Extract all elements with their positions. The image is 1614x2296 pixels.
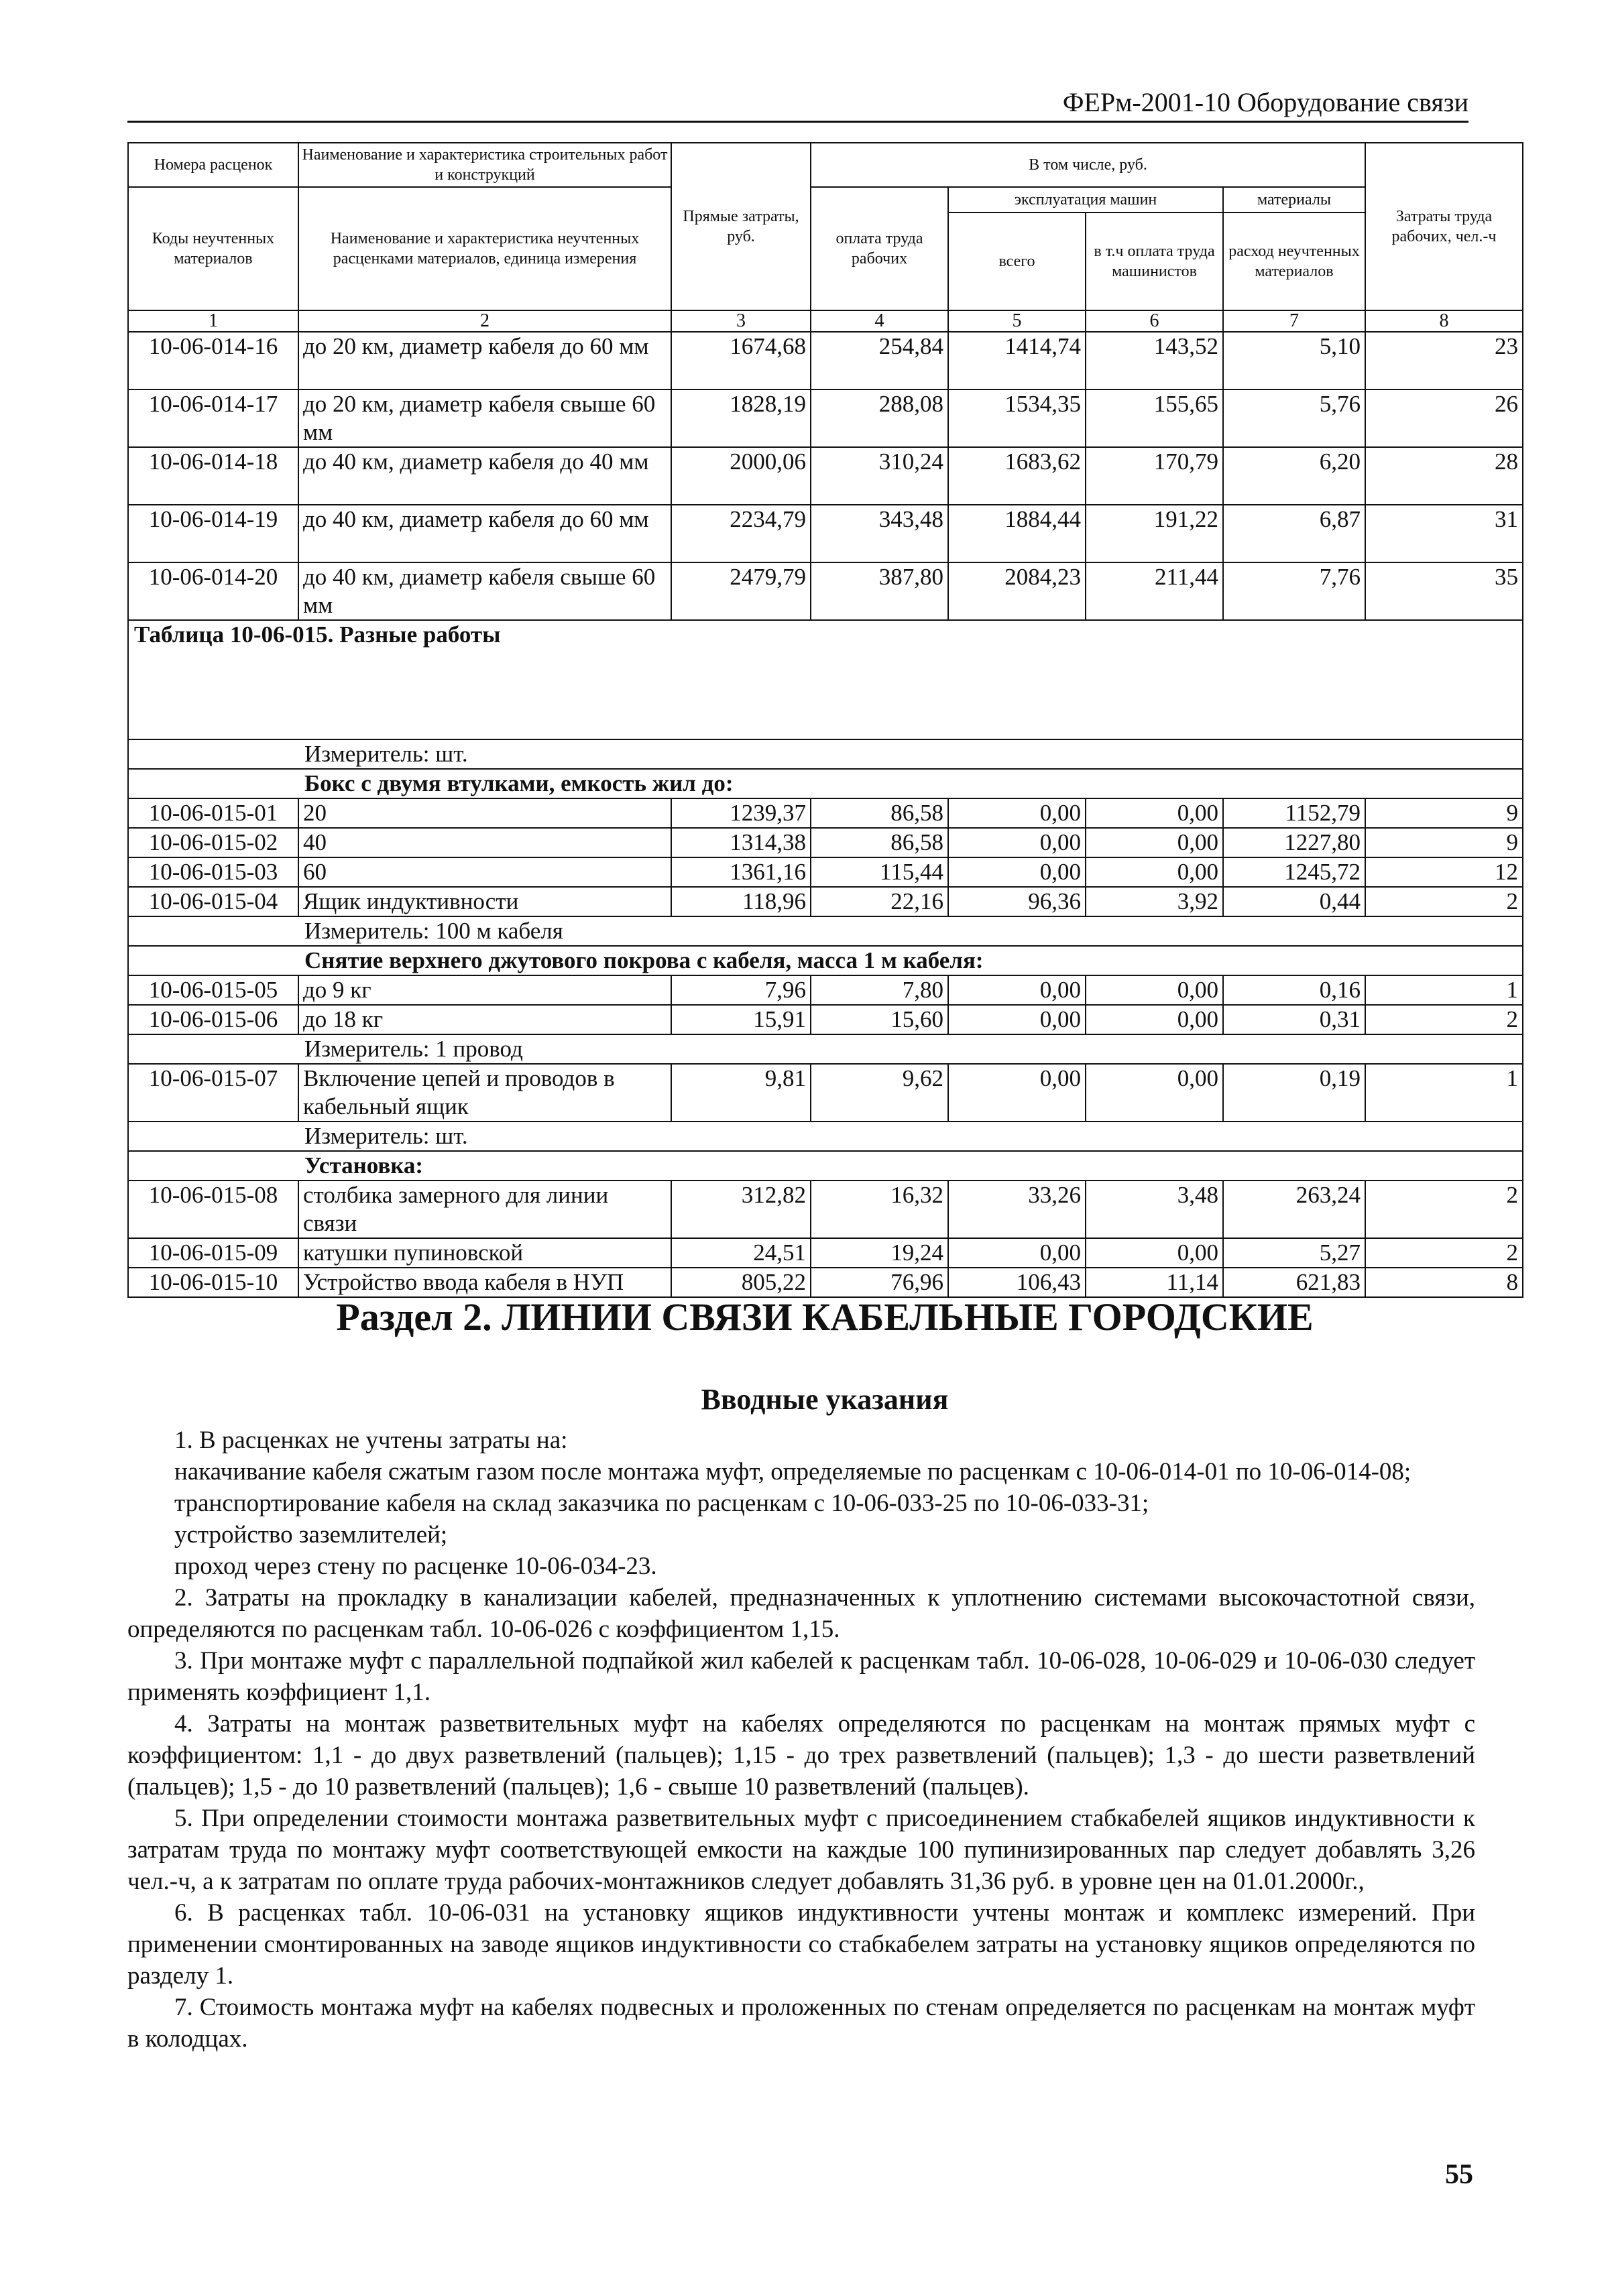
labor-pay: 115,44 <box>811 857 948 887</box>
direct-cost: 24,51 <box>671 1238 811 1268</box>
labor-hours: 1 <box>1365 1064 1523 1122</box>
col-num-5: 5 <box>948 310 1086 332</box>
paragraph: 2. Затраты на прокладку в канализации кабелей, предназначенных к уплотнению системами высокочастотной связи, определяются по расценкам табл. 10-06-026 с коэффициентом 1,15. <box>127 1584 1475 1643</box>
rate-name: Устройство ввода кабеля в НУП <box>298 1268 671 1297</box>
unit-label: Измеритель: 100 м кабеля <box>128 916 1523 946</box>
intro-title: Вводные указания <box>701 1383 949 1416</box>
labor-hours: 2 <box>1365 1005 1523 1034</box>
rate-name: столбика замерного для линии связи <box>298 1181 671 1238</box>
labor-pay: 15,60 <box>811 1005 948 1034</box>
table-row <box>128 798 1523 828</box>
group-row <box>128 769 1523 798</box>
machines-total: 1884,44 <box>948 505 1086 562</box>
col1-top-header: Номера расценок <box>128 143 298 187</box>
paragraph: накачивание кабеля сжатым газом после монтажа муфт, определяемые по расценкам с 10-06-014-01 по 10-06-014-08; <box>174 1458 1411 1486</box>
paragraph: 5. При определении стоимости монтажа разветвительных муфт с присоединением стабкабелей ящиков индуктивности к затратам труда по монтажу муфт соответствующей емкости на каждые 100 пупинизированных пар следует добавлять 3,26 чел.-ч, а к затратам по оплате труда рабочих-монтажников следует добавлять 31,36 руб. в уровне цен на 01.01.2000г., <box>127 1805 1475 1895</box>
paragraph: 6. В расценках табл. 10-06-031 на установку ящиков индуктивности учтены монтаж и комплекс измерений. При применении смонтированных на заводе ящиков индуктивности со стабкабелем затраты на установку ящиков определяются по разделу 1. <box>127 1899 1475 1990</box>
labor-hours: 31 <box>1365 505 1523 562</box>
paragraph: устройство заземлителей; <box>174 1521 448 1549</box>
labor-hours: 35 <box>1365 562 1523 620</box>
machines-total: 0,00 <box>948 1005 1086 1034</box>
unit-row <box>128 1034 1523 1064</box>
machinist-pay: 3,92 <box>1086 887 1223 916</box>
direct-cost: 2479,79 <box>671 562 811 620</box>
rate-code: 10-06-015-01 <box>128 798 298 828</box>
materials: 1152,79 <box>1223 798 1365 828</box>
materials: 0,31 <box>1223 1005 1365 1034</box>
machines-total: 1534,35 <box>948 389 1086 447</box>
rate-code: 10-06-014-20 <box>128 562 298 620</box>
group-row <box>128 1151 1523 1181</box>
labor-hours: 2 <box>1365 1181 1523 1238</box>
col2-bottom-header: Наименование и характеристика неучтенных расценками материалов, единица измерения <box>298 187 671 310</box>
rate-name: до 9 кг <box>298 975 671 1005</box>
table-header <box>128 143 1523 332</box>
labor-pay: 86,58 <box>811 798 948 828</box>
paragraph: проход через стену по расценке 10-06-034-23. <box>174 1553 657 1580</box>
rate-code: 10-06-015-06 <box>128 1005 298 1034</box>
direct-cost: 1239,37 <box>671 798 811 828</box>
machinist-pay: 155,65 <box>1086 389 1223 447</box>
materials: 0,19 <box>1223 1064 1365 1122</box>
group-label: Снятие верхнего джутового покрова с кабеля, масса 1 м кабеля: <box>128 946 1523 975</box>
materials: 1227,80 <box>1223 828 1365 857</box>
materials: 1245,72 <box>1223 857 1365 887</box>
col7-header: расход неучтенных материалов <box>1223 213 1365 310</box>
col-num-6: 6 <box>1086 310 1223 332</box>
col-num-4: 4 <box>811 310 948 332</box>
page-number: 55 <box>1445 2159 1473 2190</box>
machines-total: 1683,62 <box>948 447 1086 505</box>
labor-pay: 288,08 <box>811 389 948 447</box>
table-row <box>128 1268 1523 1297</box>
materials: 6,87 <box>1223 505 1365 562</box>
rate-code: 10-06-014-19 <box>128 505 298 562</box>
machinist-pay: 0,00 <box>1086 798 1223 828</box>
rate-code: 10-06-015-08 <box>128 1181 298 1238</box>
labor-hours: 2 <box>1365 1238 1523 1268</box>
paragraph: 3. При монтаже муфт с параллельной подпайкой жил кабелей к расценкам табл. 10-06-028, 10-06-029 и 10-06-030 следует применять коэффициент 1,1. <box>127 1647 1475 1706</box>
labor-hours: 8 <box>1365 1268 1523 1297</box>
labor-hours: 12 <box>1365 857 1523 887</box>
section-title: Раздел 2. ЛИНИИ СВЯЗИ КАБЕЛЬНЫЕ ГОРОДСКИЕ <box>336 1295 1314 1339</box>
machinist-pay: 170,79 <box>1086 447 1223 505</box>
col-num-2: 2 <box>298 310 671 332</box>
materials: 263,24 <box>1223 1181 1365 1238</box>
rate-code: 10-06-015-09 <box>128 1238 298 1268</box>
unit-row <box>128 739 1523 769</box>
machines-total: 0,00 <box>948 798 1086 828</box>
intro-text <box>127 1425 1475 2055</box>
rate-name: до 40 км, диаметр кабеля до 40 мм <box>298 447 671 505</box>
rate-code: 10-06-015-07 <box>128 1064 298 1122</box>
rate-name: 40 <box>298 828 671 857</box>
col1-bottom-header: Коды неучтенных материалов <box>128 187 298 310</box>
paragraph: транспортирование кабеля на склад заказчика по расценкам с 10-06-033-25 по 10-06-033-31; <box>174 1490 1149 1517</box>
machinist-pay: 0,00 <box>1086 857 1223 887</box>
materials: 5,10 <box>1223 332 1365 389</box>
group-incl-header: В том числе, руб. <box>811 143 1365 187</box>
col-num-7: 7 <box>1223 310 1365 332</box>
group-label: Установка: <box>128 1151 1523 1181</box>
machinist-pay: 0,00 <box>1086 975 1223 1005</box>
machinist-pay: 11,14 <box>1086 1268 1223 1297</box>
col-num-1: 1 <box>128 310 298 332</box>
direct-cost: 7,96 <box>671 975 811 1005</box>
rate-name: до 40 км, диаметр кабеля до 60 мм <box>298 505 671 562</box>
table-row <box>128 389 1523 447</box>
table-row <box>128 828 1523 857</box>
rate-name: до 18 кг <box>298 1005 671 1034</box>
labor-pay: 343,48 <box>811 505 948 562</box>
machinist-pay: 0,00 <box>1086 1064 1223 1122</box>
table-row <box>128 1238 1523 1268</box>
paragraph: 4. Затраты на монтаж разветвительных муфт на кабелях определяются по расценкам на монтаж прямых муфт с коэффициентом: 1,1 - до двух разветвлений (пальцев); 1,15 - до трех разветвлений (пальцев); 1,3 - до шести разветвлений (пальцев); 1,5 - до 10 разветвлений (пальцев); 1,6 - свыше 10 разветвлений (пальцев). <box>127 1710 1475 1801</box>
machinist-pay: 143,52 <box>1086 332 1223 389</box>
rate-code: 10-06-015-10 <box>128 1268 298 1297</box>
labor-hours: 1 <box>1365 975 1523 1005</box>
labor-pay: 22,16 <box>811 887 948 916</box>
group-materials-header: материалы <box>1223 187 1365 213</box>
direct-cost: 1674,68 <box>671 332 811 389</box>
labor-pay: 76,96 <box>811 1268 948 1297</box>
machinist-pay: 211,44 <box>1086 562 1223 620</box>
rate-code: 10-06-015-05 <box>128 975 298 1005</box>
table-title: Таблица 10-06-015. Разные работы <box>128 620 1523 739</box>
labor-pay: 7,80 <box>811 975 948 1005</box>
machines-total: 0,00 <box>948 975 1086 1005</box>
table-row <box>128 1005 1523 1034</box>
running-header: ФЕРм-2001-10 Оборудование связи <box>127 86 1468 123</box>
table-row <box>128 447 1523 505</box>
col8-header: Затраты труда рабочих, чел.-ч <box>1365 143 1523 310</box>
col4-header: оплата труда рабочих <box>811 187 948 310</box>
table-row <box>128 505 1523 562</box>
labor-pay: 310,24 <box>811 447 948 505</box>
machines-total: 0,00 <box>948 828 1086 857</box>
rate-name: Ящик индуктивности <box>298 887 671 916</box>
rates-table <box>127 142 1523 1298</box>
machines-total: 96,36 <box>948 887 1086 916</box>
table-row <box>128 857 1523 887</box>
unit-label: Измеритель: 1 провод <box>128 1034 1523 1064</box>
rate-name: 20 <box>298 798 671 828</box>
direct-cost: 15,91 <box>671 1005 811 1034</box>
materials: 0,16 <box>1223 975 1365 1005</box>
group-row <box>128 946 1523 975</box>
table-row <box>128 1181 1523 1238</box>
labor-pay: 86,58 <box>811 828 948 857</box>
labor-hours: 23 <box>1365 332 1523 389</box>
unit-row <box>128 916 1523 946</box>
direct-cost: 1361,16 <box>671 857 811 887</box>
machines-total: 1414,74 <box>948 332 1086 389</box>
rate-code: 10-06-015-03 <box>128 857 298 887</box>
machinist-pay: 0,00 <box>1086 1238 1223 1268</box>
table-row <box>128 332 1523 389</box>
labor-pay: 9,62 <box>811 1064 948 1122</box>
table-row <box>128 887 1523 916</box>
materials: 6,20 <box>1223 447 1365 505</box>
unit-label: Измеритель: шт. <box>128 1122 1523 1151</box>
labor-pay: 16,32 <box>811 1181 948 1238</box>
paragraph: 1. В расценках не учтены затраты на: <box>174 1427 568 1454</box>
rate-code: 10-06-014-17 <box>128 389 298 447</box>
unit-text: Измеритель: шт. <box>304 741 468 767</box>
group-label: Бокс с двумя втулками, емкость жил до: <box>128 769 1523 798</box>
direct-cost: 9,81 <box>671 1064 811 1122</box>
col-num-3: 3 <box>671 310 811 332</box>
col5-header: всего <box>948 213 1086 310</box>
materials: 7,76 <box>1223 562 1365 620</box>
labor-hours: 9 <box>1365 798 1523 828</box>
machines-total: 0,00 <box>948 1238 1086 1268</box>
direct-cost: 312,82 <box>671 1181 811 1238</box>
machines-total: 2084,23 <box>948 562 1086 620</box>
rate-code: 10-06-014-16 <box>128 332 298 389</box>
labor-hours: 28 <box>1365 447 1523 505</box>
rate-code: 10-06-015-04 <box>128 887 298 916</box>
rate-name: до 40 км, диаметр кабеля свыше 60 мм <box>298 562 671 620</box>
materials: 5,27 <box>1223 1238 1365 1268</box>
labor-pay: 387,80 <box>811 562 948 620</box>
table-title-row <box>128 620 1523 739</box>
paragraph: 7. Стоимость монтажа муфт на кабелях подвесных и проложенных по стенам определяется по расценкам на монтаж муфт в колодцах. <box>127 1994 1475 2053</box>
labor-hours: 2 <box>1365 887 1523 916</box>
direct-cost: 1828,19 <box>671 389 811 447</box>
table-row <box>128 1064 1523 1122</box>
unit-row <box>128 1122 1523 1151</box>
machinist-pay: 0,00 <box>1086 1005 1223 1034</box>
col2-top-header: Наименование и характеристика строительных работ и конструкций <box>298 143 671 187</box>
direct-cost: 2000,06 <box>671 447 811 505</box>
table-row <box>128 975 1523 1005</box>
col6-header: в т.ч оплата труда машинистов <box>1086 213 1223 310</box>
labor-pay: 254,84 <box>811 332 948 389</box>
machinist-pay: 3,48 <box>1086 1181 1223 1238</box>
machines-total: 0,00 <box>948 1064 1086 1122</box>
group-machines-header: эксплуатация машин <box>948 187 1223 213</box>
machines-total: 0,00 <box>948 857 1086 887</box>
direct-cost: 805,22 <box>671 1268 811 1297</box>
rate-code: 10-06-015-02 <box>128 828 298 857</box>
labor-pay: 19,24 <box>811 1238 948 1268</box>
labor-hours: 9 <box>1365 828 1523 857</box>
rate-name: до 20 км, диаметр кабеля свыше 60 мм <box>298 389 671 447</box>
rate-name: Включение цепей и проводов в кабельный ящик <box>298 1064 671 1122</box>
direct-cost: 1314,38 <box>671 828 811 857</box>
rate-name: 60 <box>298 857 671 887</box>
rate-name: до 20 км, диаметр кабеля до 60 мм <box>298 332 671 389</box>
table-row <box>128 562 1523 620</box>
labor-hours: 26 <box>1365 389 1523 447</box>
materials: 5,76 <box>1223 389 1365 447</box>
unit-label <box>128 739 1523 769</box>
machines-total: 33,26 <box>948 1181 1086 1238</box>
direct-cost: 118,96 <box>671 887 811 916</box>
rate-code: 10-06-014-18 <box>128 447 298 505</box>
direct-cost: 2234,79 <box>671 505 811 562</box>
machinist-pay: 0,00 <box>1086 828 1223 857</box>
materials: 621,83 <box>1223 1268 1365 1297</box>
machinist-pay: 191,22 <box>1086 505 1223 562</box>
col3-header: Прямые затраты, руб. <box>671 143 811 310</box>
rate-name: катушки пупиновской <box>298 1238 671 1268</box>
machines-total: 106,43 <box>948 1268 1086 1297</box>
materials: 0,44 <box>1223 887 1365 916</box>
col-num-8: 8 <box>1365 310 1523 332</box>
